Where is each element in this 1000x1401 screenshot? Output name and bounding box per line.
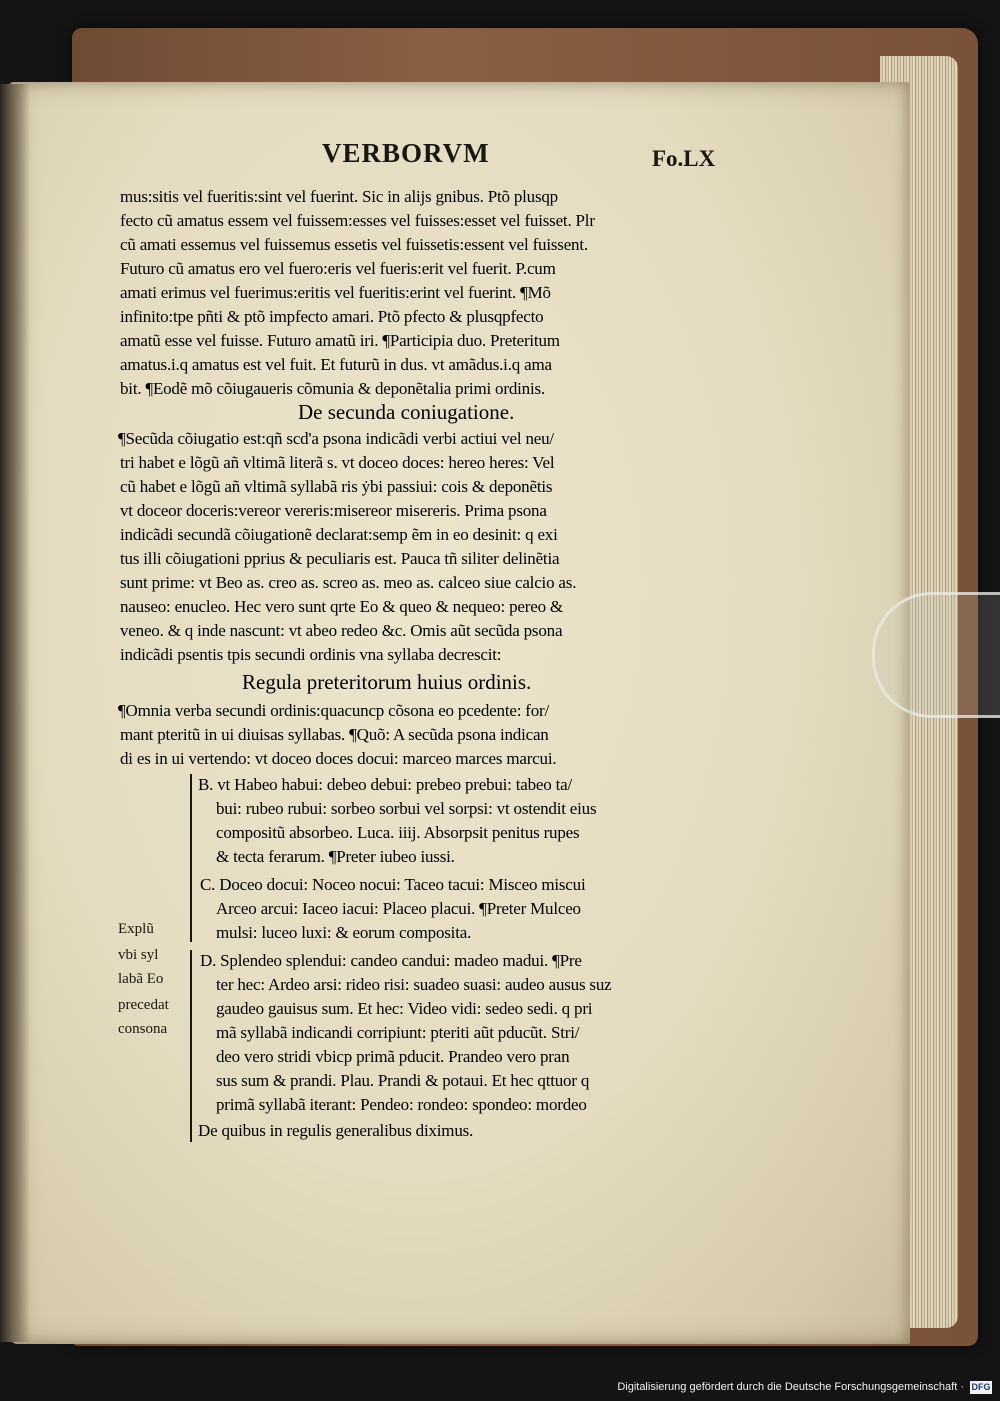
text-line: cũ habet e lõgũ añ vltimã syllabã ris ẏbi passiui: cois & deponẽtis: [120, 477, 553, 496]
text-line: bui: rubeo rubui: sorbeo sorbui vel sorpsi: vt ostendit eius: [216, 799, 597, 818]
text-line: tri habet e lõgũ añ vltimã literã s. vt doceo doces: hereo heres: Vel: [120, 453, 555, 472]
margin-note-line: Explũ: [118, 921, 154, 937]
text-line: cũ amati essemus vel fuissemus essetis vel fuissetis:essent vel fuissent.: [120, 235, 588, 254]
text-line: mulsi: luceo luxi: & eorum composita.: [216, 923, 472, 942]
text-line: & tecta ferarum. ¶Preter iubeo iussi.: [216, 847, 455, 866]
margin-note-line: precedat: [118, 997, 169, 1013]
text-line: mã syllabã indicandi corripiunt: pteriti aũt pducũt. Stri/: [216, 1023, 580, 1042]
page-clip: [872, 592, 1000, 718]
text-line: ter hec: Ardeo arsi: rideo risi: suadeo suasi: audeo ausus suz: [216, 975, 612, 994]
margin-note-line: consona: [118, 1021, 168, 1037]
margin-note-line: labã Eo: [118, 971, 164, 987]
text-line: B. vt Habeo habui: debeo debui: prebeo prebui: tabeo ta/: [198, 775, 573, 794]
digitization-credit: Digitalisierung gefördert durch die Deutsche Forschungsgemeinschaft ·: [617, 1381, 964, 1393]
text-line: mant pteritũ in ui diuisas syllabas. ¶Quõ: A secũda psona indican: [120, 725, 549, 744]
text-line: ¶Secũda cõiugatio est:qñ scd'a psona indicãdi verbi actiui vel neu/: [118, 429, 554, 448]
text-line: fecto cũ amatus essem vel fuissem:esses vel fuisses:esset vel fuisset. Plr: [120, 211, 595, 230]
text-line: C. Doceo docui: Noceo nocui: Taceo tacui: Misceo miscui: [200, 875, 586, 894]
bracket-c: [190, 872, 192, 942]
dfg-logo: DFG: [971, 1382, 991, 1392]
text-line: bit. ¶Eodẽ mõ cõiugaueris cõmunia & deponẽtalia primi ordinis.: [120, 379, 545, 398]
bracket-d: [190, 950, 192, 1142]
text-line: infinito:tpe pñti & ptõ impfecto amari. Ptõ pfecto & plusqpfecto: [120, 307, 544, 326]
text-line: Arceo arcui: Iaceo iacui: Placeo placui. ¶Preter Mulceo: [216, 899, 581, 918]
folio-number: Fo.LX: [652, 146, 716, 171]
section-heading: De secunda coniugatione.: [298, 400, 515, 424]
text-line: Futuro cũ amatus ero vel fuero:eris vel fueris:erit vel fuerit. P.cum: [120, 259, 556, 278]
text-line: tus illi cõiugationi pprius & peculiaris est. Pauca tñ siliter delinẽtia: [120, 549, 560, 568]
margin-note-line: vbi syl: [118, 947, 159, 963]
book-gutter: [0, 84, 30, 1342]
section-heading: Regula preteritorum huius ordinis.: [242, 670, 532, 694]
text-line: mus:sitis vel fueritis:sint vel fuerint. Sic in alijs gnibus. Ptõ plusqp: [120, 187, 558, 206]
text-line: D. Splendeo splendui: candeo candui: madeo madui. ¶Pre: [200, 951, 582, 970]
text-line: veneo. & q inde nascunt: vt abeo redeo &c. Omis aũt secũda psona: [120, 621, 563, 640]
text-line: amatus.i.q amatus est vel fuit. Et futurũ in dus. vt amãdus.i.q ama: [120, 355, 552, 374]
text-line: deo vero stridi vbicp primã pducit. Prandeo vero pran: [216, 1047, 570, 1066]
text-line: nauseo: enucleo. Hec vero sunt qrte Eo & queo & nequeo: pereo &: [120, 597, 563, 616]
text-line: amatũ esse vel fuisse. Futuro amatũ iri. ¶Participia duo. Preteritum: [120, 331, 560, 350]
text-line: sunt prime: vt Beo as. creo as. screo as. meo as. calceo siue calcio as.: [120, 573, 577, 592]
text-line: di es in ui vertendo: vt doceo doces docui: marceo marces marcui.: [120, 749, 557, 768]
text-line: gaudeo gauisus sum. Et hec: Video vidi: sedeo sedi. q pri: [216, 999, 593, 1018]
text-line: De quibus in regulis generalibus diximus.: [198, 1121, 474, 1140]
text-line: ¶Omnia verba secundi ordinis:quacuncp cõsona eo pcedente: for/: [118, 701, 550, 720]
text-line: vt doceor doceris:vereor vereris:misereor misereris. Prima psona: [120, 501, 547, 520]
text-line: compositũ absorbeo. Luca. iiij. Absorpsit penitus rupes: [216, 823, 580, 842]
text-line: primã syllabã iterant: Pendeo: rondeo: spondeo: mordeo: [216, 1095, 587, 1114]
text-line: amati erimus vel fuerimus:eritis vel fueritis:erint vel fuerint. ¶Mõ: [120, 283, 551, 302]
running-head: VERBORVM: [322, 138, 490, 168]
text-line: indicãdi psentis tpis secundi ordinis vna syllaba decrescit:: [120, 645, 502, 664]
text-line: indicãdi secundã cõiugationẽ declarat:semp ẽm in eo desinit: q exi: [120, 525, 558, 544]
text-line: sus sum & prandi. Plau. Prandi & potaui. Et hec qttuor q: [216, 1071, 590, 1090]
